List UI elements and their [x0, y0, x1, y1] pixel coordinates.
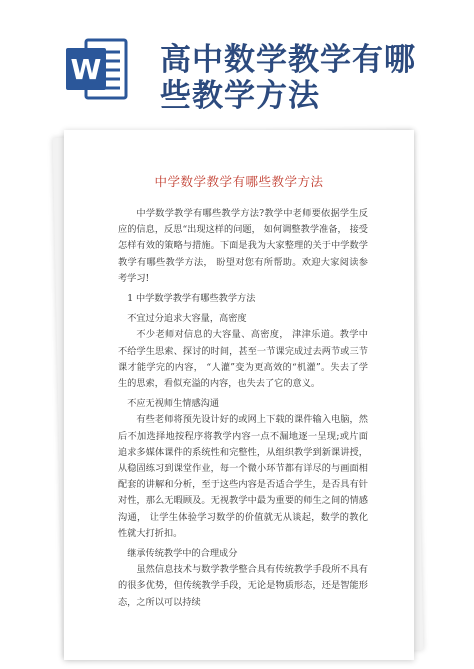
document-title: 中学数学教学有哪些教学方法	[154, 174, 324, 189]
section-heading: 1 中学数学教学有哪些教学方法	[127, 293, 256, 305]
point-3-heading: 继承传统教学中的合理成分	[127, 548, 238, 560]
point-1-paragraph: 不少老师对信息的大容量、高密度， 津津乐道。教学中不给学生思索、探讨的时间，甚至一节课完成过去两节或三节课才能学完的内容， “人灌”变为更高效的“机灌”。失去了学生的思索，看似充溢的内容，也失去了它的意义。	[118, 329, 368, 390]
document-body	[118, 206, 368, 611]
page-title-line-2: 些教学方法	[160, 78, 320, 114]
word-document-icon	[62, 34, 132, 104]
header	[0, 0, 474, 120]
point-2-heading: 不应无视师生情感沟通	[127, 398, 220, 410]
page-title-line-1: 高中数学教学有哪	[160, 42, 416, 78]
word-icon-letter: W	[70, 53, 102, 86]
document-page	[64, 130, 414, 660]
intro-paragraph: 中学数学教学有哪些教学方法?教学中老师要依据学生反应的信息，反思“出现这样的问题， 如何调整教学准备， 接受怎样有效的策略与措施。下面是我为大家整理的关于中学数学教学有哪些教学方法， 盼望对您有所帮助。欢迎大家阅读参考学习!	[118, 208, 368, 284]
point-1-heading: 不宜过分追求大容量，高密度	[127, 313, 247, 325]
point-2-paragraph: 有些老师将预先设计好的或网上下载的课件输入电脑，然后不加选择地按程序将教学内容一点不漏地逐一呈现;或片面追求多媒体课件的系统性和完整性，从组织教学到新课讲授，从稳固练习到课堂作业，每一个微小环节都有详尽的与画面相配套的讲解和分析，至于这些内容是否适合学生，是否具有针对性，那么无暇顾及。无视教学中最为重要的师生之间的情感沟通， 让学生体验学习数学的价值就无从谈起，数学的教化性就大打折扣。	[118, 414, 368, 539]
point-3-paragraph: 虽然信息技术与数学教学整合具有传统教学手段所不具有的很多优势，但传统教学手段，无论是物质形态，还是智能形态，之所以可以持续	[118, 564, 368, 608]
